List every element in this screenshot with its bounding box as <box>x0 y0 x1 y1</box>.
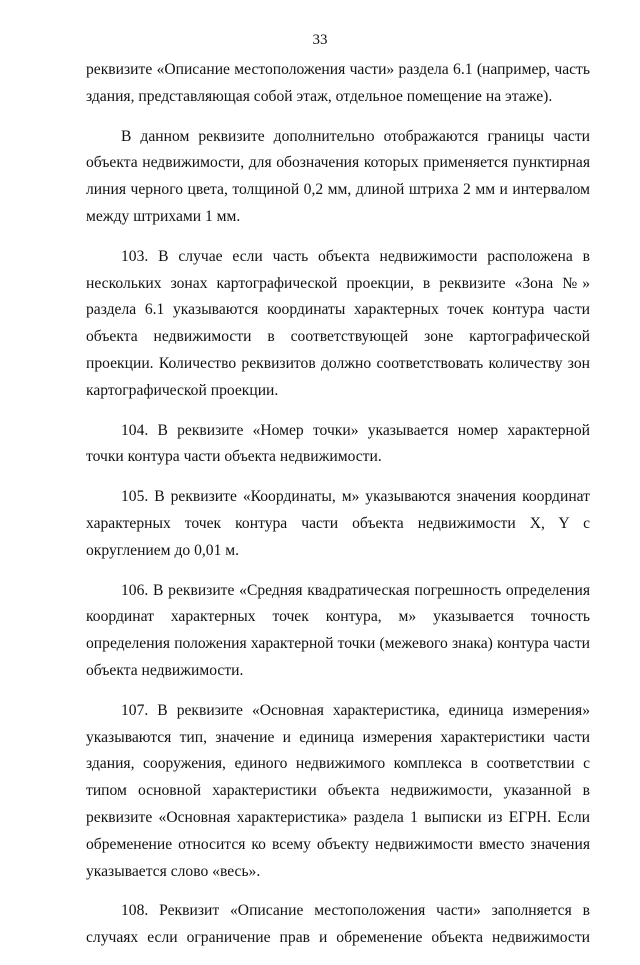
page-number: 33 <box>312 32 328 48</box>
paragraph-108: 108. Реквизит «Описание местоположения части» заполняется в случаях если ограничение прав и обременение объекта недвижимости <box>86 902 590 947</box>
paragraph-104: 104. В реквизите «Номер точки» указывается номер характерной точки контура части объекта недвижимости. <box>86 421 590 466</box>
paragraph-106: 106. В реквизите «Средняя квадратическая погрешность определения координат характерных точек контура, м» указывается точность определения положения характерной точки (межевого знака) контура части объекта недвижимости. <box>86 581 590 679</box>
paragraph-105: 105. В реквизите «Координаты, м» указываются значения координат характерных точек контура части объекта недвижимости X, Y с округлением до 0,01 м. <box>86 488 590 559</box>
paragraph-boundaries: В данном реквизите дополнительно отображаются границы части объекта недвижимости, для обозначения которых применяется пунктирная линия черного цвета, толщиной 0,2 мм, длиной штриха 2 мм и интервалом между штрихами 1 мм. <box>86 127 590 225</box>
paragraph-107: 107. В реквизите «Основная характеристика, единица измерения» указываются тип, значение и единица измерения характеристики части здания, сооружения, единого недвижимого комплекса в соответствии с типом основной характеристики объекта недвижимости, указанной в реквизите «Основная характеристика» раздела 1 выписки из ЕГРН. Если обременение относится ко всему объекту недвижимости вместо значения указывается слово «весь». <box>86 701 590 880</box>
paragraph-103: 103. В случае если часть объекта недвижимости расположена в нескольких зонах картографической проекции, в реквизите «Зона №» раздела 6.1 указываются координаты характерных точек контура части объекта недвижимости в соответствующей зоне картографической проекции. Количество реквизитов должно соответствовать количеству зон картографической проекции. <box>86 247 590 399</box>
document-body <box>86 57 590 965</box>
paragraph-continuation: реквизите «Описание местоположения части» раздела 6.1 (например, часть здания, представляющая собой этаж, отдельное помещение на этаже). <box>86 61 590 105</box>
